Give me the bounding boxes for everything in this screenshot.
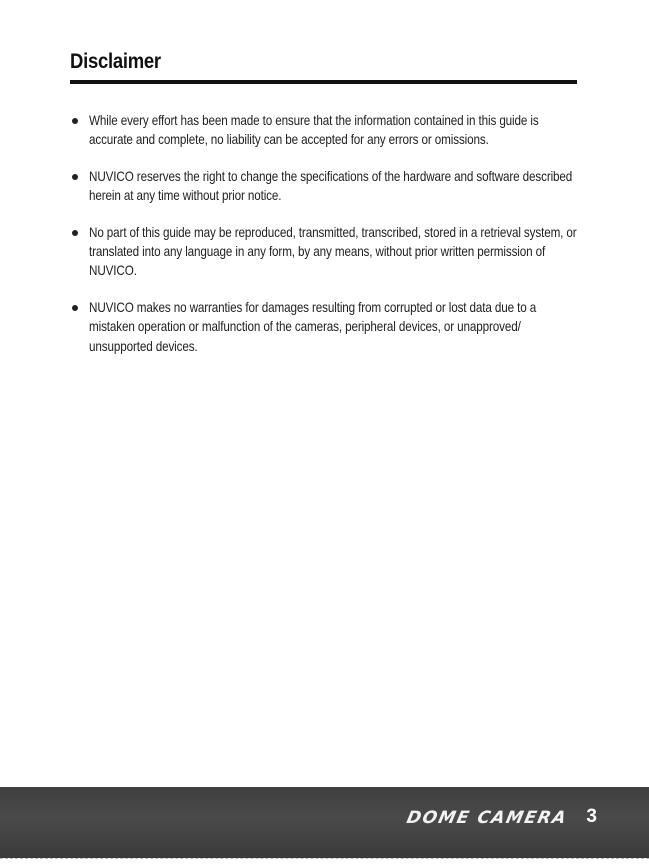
title-divider bbox=[70, 80, 577, 84]
bullet-icon bbox=[72, 305, 78, 311]
list-item-text: NUVICO reserves the right to change the specifications of the hardware and software described herein at any time without prior notice. bbox=[89, 168, 573, 204]
list-item bbox=[70, 298, 586, 356]
list-item-text: NUVICO makes no warranties for damages resulting from corrupted or lost data due to a mistaken operation or malfunction of the cameras, peripheral devices, or unapproved/ unsupported devices. bbox=[89, 299, 537, 354]
bullet-icon bbox=[72, 230, 78, 236]
list-item-text: No part of this guide may be reproduced, transmitted, transcribed, stored in a retrieval system, or translated into any language in any form, by any means, without prior written permission of NUVICO. bbox=[89, 224, 577, 279]
product-name-logo: DOME CAMERA bbox=[404, 808, 570, 828]
disclaimer-list bbox=[70, 111, 586, 373]
bullet-icon bbox=[72, 174, 78, 180]
list-item-text: While every effort has been made to ensure that the information contained in this guide is accurate and complete, no liability can be accepted for any errors or omissions. bbox=[89, 113, 539, 148]
page-number: 3 bbox=[586, 806, 597, 827]
list-item bbox=[70, 223, 586, 281]
list-item bbox=[70, 111, 586, 150]
page-title: Disclaimer bbox=[70, 50, 161, 73]
bullet-icon bbox=[72, 118, 78, 124]
list-item bbox=[70, 167, 586, 206]
